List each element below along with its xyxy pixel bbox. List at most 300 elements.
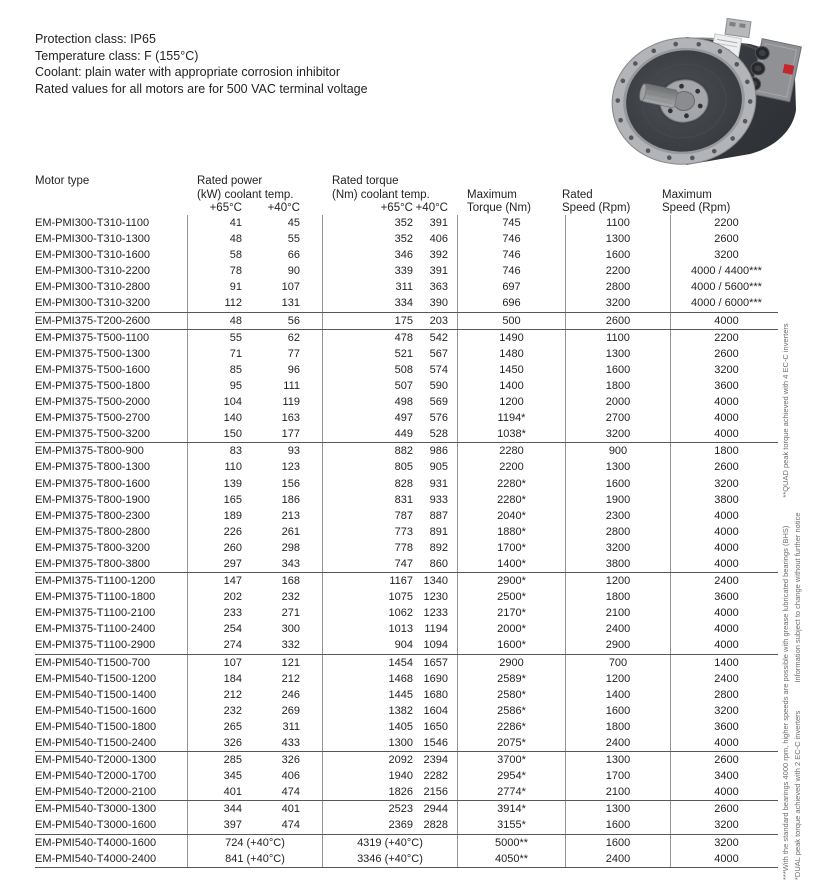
table-row — [35, 621, 778, 637]
cell-motor-type: EM-PMI540-T2000-2100 — [35, 786, 157, 799]
motor-top-fittings — [725, 18, 751, 37]
col-header-power-65: +65°C — [209, 202, 242, 214]
table-row — [35, 556, 778, 572]
cell-max-torque: 2580* — [457, 687, 565, 703]
cell-power-65: 189 — [187, 508, 252, 524]
cell-motor-type: EM-PMI540-T1500-2400 — [35, 737, 157, 749]
cell-max-torque: 3155* — [457, 817, 565, 833]
table-row — [35, 231, 778, 247]
cell-max-torque: 746 — [457, 247, 565, 263]
cell-power-40: 298 — [281, 541, 300, 554]
cell-power-merged: 841 (+40°C) — [187, 851, 322, 867]
cell-motor-type: EM-PMI375-T500-1800 — [35, 379, 150, 392]
cell-power-40: 343 — [281, 557, 300, 570]
cell-max-torque: 2040* — [457, 508, 565, 524]
cell-rated-speed: 2600 — [565, 313, 670, 329]
table-row — [35, 508, 778, 524]
cell-rated-speed: 1100 — [565, 215, 670, 231]
cell-max-speed: 4000 — [670, 735, 778, 751]
cell-power-40: 93 — [287, 445, 300, 458]
cell-torque-40: 391 — [429, 217, 448, 229]
cell-max-torque: 746 — [457, 231, 565, 247]
table-row — [35, 346, 778, 362]
cell-motor-type: EM-PMI375-T800-2800 — [35, 525, 150, 538]
cell-max-speed: 2400 — [670, 671, 778, 687]
cell-torque-65: 352 — [322, 231, 418, 247]
cell-max-speed: 2600 — [670, 459, 778, 475]
cell-torque-65: 1013 — [322, 621, 418, 637]
cell-torque-65: 521 — [322, 346, 418, 362]
cell-motor-type: EM-PMI540-T2000-1700 — [35, 770, 157, 783]
table-row — [35, 637, 778, 653]
cell-torque-65: 497 — [322, 410, 418, 426]
cell-power-65: 78 — [187, 263, 252, 279]
cell-rated-speed: 2400 — [565, 851, 670, 867]
col-header-max-torque-2: Torque (Nm) — [467, 202, 531, 214]
cell-max-torque: 2000* — [457, 621, 565, 637]
table-row — [35, 459, 778, 475]
cell-max-speed: 2600 — [670, 752, 778, 768]
cell-motor-type: EM-PMI375-T800-1900 — [35, 493, 150, 506]
cell-motor-type: EM-PMI540-T1500-1800 — [35, 720, 157, 733]
cell-max-speed: 4000 — [670, 540, 778, 556]
cell-max-torque: 1600* — [457, 637, 565, 653]
cell-torque-40: 576 — [429, 412, 448, 425]
cell-torque-40: 590 — [429, 379, 448, 392]
col-header-torque-sub: (Nm) coolant temp. — [332, 188, 430, 201]
cell-power-65: 139 — [187, 476, 252, 492]
cell-motor-type: EM-PMI375-T800-1600 — [35, 477, 150, 490]
cell-max-speed: 3200 — [670, 703, 778, 719]
cell-max-torque: 1880* — [457, 524, 565, 540]
cell-max-torque: 1200 — [457, 394, 565, 410]
table-row — [35, 719, 778, 735]
cell-motor-type: EM-PMI375-T800-3800 — [35, 557, 150, 570]
cell-power-65: 184 — [187, 671, 252, 687]
cell-torque-65: 2369 — [322, 817, 418, 833]
cell-power-65: 91 — [187, 279, 252, 295]
cell-power-65: 48 — [187, 313, 252, 329]
cell-rated-speed: 1200 — [565, 671, 670, 687]
cell-torque-40: 892 — [429, 541, 448, 554]
table-row — [35, 426, 778, 442]
table-row — [35, 573, 778, 589]
table-row — [35, 801, 778, 817]
cell-torque-40: 363 — [429, 281, 448, 294]
cell-max-torque: 1700* — [457, 540, 565, 556]
cell-max-torque: 746 — [457, 263, 565, 279]
col-header-max-torque-1: Maximum — [467, 188, 517, 201]
cell-rated-speed: 1300 — [565, 231, 670, 247]
cell-motor-type: EM-PMI540-T1500-1600 — [35, 704, 157, 717]
col-header-power-40: +40°C — [267, 202, 300, 214]
cell-torque-40: 905 — [429, 461, 448, 474]
cell-max-torque: 2200 — [457, 459, 565, 475]
cell-power-65: 285 — [187, 752, 252, 768]
cell-max-speed: 4000 / 6000*** — [670, 295, 778, 311]
cell-power-65: 147 — [187, 573, 252, 589]
cell-max-torque: 1400* — [457, 556, 565, 572]
cell-torque-40: 1233 — [423, 607, 448, 620]
footnote-bearings: ***With the standard bearings 4000 rpm, higher speeds are possible with grease lubricated bearings (BHS) — [781, 525, 790, 880]
cell-motor-type: EM-PMI375-T500-1100 — [35, 331, 150, 344]
cell-torque-40: 406 — [429, 233, 448, 246]
cell-rated-speed: 1300 — [565, 752, 670, 768]
col-header-rated-torque: Rated torque — [332, 175, 399, 187]
cell-max-speed: 3200 — [670, 817, 778, 833]
table-row — [35, 524, 778, 540]
cell-motor-type: EM-PMI375-T800-2300 — [35, 509, 150, 522]
cell-max-torque: 2286* — [457, 719, 565, 735]
cell-torque-merged: 3346 (+40°C) — [322, 851, 457, 867]
footnote-quad: **QUAD peak torque achieved with 4 EC-C inverters — [781, 323, 790, 498]
cell-motor-type: EM-PMI540-T4000-1600 — [35, 836, 157, 849]
cell-rated-speed: 1600 — [565, 362, 670, 378]
cell-max-torque: 2900* — [457, 573, 565, 589]
cell-max-speed: 4000 — [670, 605, 778, 621]
cell-power-65: 326 — [187, 735, 252, 751]
cell-torque-40: 1690 — [423, 672, 448, 685]
cell-power-65: 107 — [187, 655, 252, 671]
cell-max-speed: 3200 — [670, 835, 778, 851]
cell-torque-65: 311 — [322, 279, 418, 295]
cell-torque-40: 1650 — [423, 720, 448, 733]
cell-max-speed: 2200 — [670, 330, 778, 346]
cell-motor-type: EM-PMI300-T310-2200 — [35, 265, 150, 278]
cell-max-speed: 4000 — [670, 410, 778, 426]
cell-power-40: 401 — [281, 803, 300, 816]
table-row — [35, 313, 778, 329]
cell-power-40: 261 — [281, 525, 300, 538]
cell-max-speed: 1400 — [670, 655, 778, 671]
cell-torque-40: 392 — [429, 249, 448, 262]
col-header-max-speed-1: Maximum — [662, 188, 712, 201]
cell-max-torque: 2900 — [457, 655, 565, 671]
cell-torque-40: 933 — [429, 493, 448, 506]
cell-rated-speed: 700 — [565, 655, 670, 671]
cell-power-40: 177 — [281, 428, 300, 441]
spec-line-rated-values: Rated values for all motors are for 500 VAC terminal voltage — [35, 81, 368, 96]
motor-group — [35, 329, 778, 443]
cell-max-torque: 2280* — [457, 492, 565, 508]
motor-group — [35, 442, 778, 572]
cell-power-65: 58 — [187, 247, 252, 263]
cell-power-65: 112 — [187, 295, 252, 311]
table-row — [35, 768, 778, 784]
cell-rated-speed: 1300 — [565, 801, 670, 817]
cell-torque-40: 1094 — [423, 639, 448, 652]
cell-power-65: 265 — [187, 719, 252, 735]
motor-group — [35, 215, 778, 312]
cell-power-40: 246 — [281, 688, 300, 701]
cell-motor-type: EM-PMI540-T1500-700 — [35, 656, 150, 669]
cell-max-torque: 2280* — [457, 476, 565, 492]
cell-rated-speed: 1700 — [565, 768, 670, 784]
cell-power-40: 66 — [287, 249, 300, 262]
cell-max-speed: 2800 — [670, 687, 778, 703]
cell-motor-type: EM-PMI375-T500-2000 — [35, 396, 150, 409]
table-row — [35, 835, 778, 851]
cell-power-40: 433 — [281, 737, 300, 749]
cell-power-40: 232 — [281, 591, 300, 604]
cell-motor-type: EM-PMI375-T500-1600 — [35, 363, 150, 376]
cell-torque-65: 1062 — [322, 605, 418, 621]
cell-torque-40: 986 — [429, 445, 448, 458]
cell-torque-40: 860 — [429, 557, 448, 570]
cell-rated-speed: 1900 — [565, 492, 670, 508]
cell-max-torque: 500 — [457, 313, 565, 329]
cell-max-speed: 3200 — [670, 247, 778, 263]
cell-torque-40: 2394 — [423, 754, 448, 767]
cell-power-65: 297 — [187, 556, 252, 572]
cell-rated-speed: 1600 — [565, 817, 670, 833]
cell-max-torque: 697 — [457, 279, 565, 295]
cell-motor-type: EM-PMI300-T310-1100 — [35, 217, 150, 229]
cell-rated-speed: 3200 — [565, 426, 670, 442]
cell-power-40: 119 — [282, 396, 300, 409]
table-row — [35, 394, 778, 410]
cell-power-65: 254 — [187, 621, 252, 637]
motor-group — [35, 751, 778, 800]
cell-max-torque: 2586* — [457, 703, 565, 719]
cell-power-40: 271 — [281, 607, 300, 620]
cell-power-65: 202 — [187, 589, 252, 605]
cell-power-65: 150 — [187, 426, 252, 442]
col-header-torque-40: +40°C — [415, 202, 448, 214]
cell-max-speed: 4000 / 5600*** — [670, 279, 778, 295]
table-row — [35, 784, 778, 800]
cell-torque-65: 498 — [322, 394, 418, 410]
cell-max-speed: 2600 — [670, 801, 778, 817]
cell-power-40: 156 — [281, 477, 300, 490]
cell-torque-40: 1230 — [423, 591, 448, 604]
cell-motor-type: EM-PMI300-T310-1600 — [35, 249, 150, 262]
cell-motor-type: EM-PMI300-T310-3200 — [35, 297, 150, 310]
cell-max-speed: 4000 — [670, 313, 778, 329]
cell-rated-speed: 900 — [565, 443, 670, 459]
cell-max-speed: 3800 — [670, 492, 778, 508]
cell-max-torque: 745 — [457, 215, 565, 231]
cell-power-40: 311 — [282, 720, 300, 733]
cell-rated-speed: 3800 — [565, 556, 670, 572]
cell-power-40: 326 — [281, 754, 300, 767]
cell-max-torque: 1038* — [457, 426, 565, 442]
cell-max-torque: 2280 — [457, 443, 565, 459]
cell-power-65: 85 — [187, 362, 252, 378]
cell-torque-merged: 4319 (+40°C) — [322, 835, 457, 851]
table-row — [35, 671, 778, 687]
cell-rated-speed: 1800 — [565, 719, 670, 735]
cell-max-speed: 2600 — [670, 346, 778, 362]
cell-power-65: 226 — [187, 524, 252, 540]
cell-max-speed: 4000 — [670, 508, 778, 524]
cell-max-torque: 2075* — [457, 735, 565, 751]
table-body — [35, 215, 778, 868]
cell-power-40: 300 — [281, 623, 300, 636]
footnote-disclaimer: Information subject to change without further notice — [793, 512, 802, 683]
cell-motor-type: EM-PMI375-T1100-2900 — [35, 639, 156, 652]
cell-torque-40: 2156 — [423, 786, 448, 799]
cell-torque-65: 1382 — [322, 703, 418, 719]
cell-torque-40: 2828 — [423, 819, 448, 832]
cell-torque-65: 352 — [322, 215, 418, 231]
cell-motor-type: EM-PMI375-T500-2700 — [35, 412, 150, 425]
table-row — [35, 362, 778, 378]
cell-power-65: 55 — [187, 330, 252, 346]
cell-max-speed: 4000 — [670, 851, 778, 867]
cell-rated-speed: 1100 — [565, 330, 670, 346]
cell-max-torque: 2170* — [457, 605, 565, 621]
cell-max-speed: 2600 — [670, 231, 778, 247]
cell-max-torque: 4050** — [457, 851, 565, 867]
cell-motor-type: EM-PMI300-T310-1300 — [35, 233, 150, 246]
cell-torque-40: 574 — [429, 363, 448, 376]
cell-torque-40: 1604 — [423, 704, 448, 717]
cell-power-65: 212 — [187, 687, 252, 703]
cell-motor-type: EM-PMI540-T4000-2400 — [35, 852, 157, 865]
cell-torque-40: 2944 — [423, 803, 448, 816]
cell-motor-type: EM-PMI375-T1100-1800 — [35, 591, 156, 604]
cell-max-speed: 4000 — [670, 524, 778, 540]
cell-rated-speed: 1400 — [565, 687, 670, 703]
cell-max-speed: 4000 — [670, 394, 778, 410]
table-row — [35, 687, 778, 703]
cell-torque-65: 339 — [322, 263, 418, 279]
cell-power-65: 397 — [187, 817, 252, 833]
motor-group — [35, 800, 778, 833]
cell-torque-65: 904 — [322, 637, 418, 653]
col-header-rated-power: Rated power — [197, 175, 263, 187]
cell-motor-type: EM-PMI540-T1500-1400 — [35, 688, 157, 701]
cell-torque-40: 1657 — [423, 656, 448, 669]
cell-max-torque: 1490 — [457, 330, 565, 346]
cell-max-speed: 3600 — [670, 378, 778, 394]
cell-power-65: 165 — [187, 492, 252, 508]
cell-torque-65: 805 — [322, 459, 418, 475]
motor-group — [35, 312, 778, 329]
table-row — [35, 851, 778, 867]
cell-torque-65: 1454 — [322, 655, 418, 671]
cell-power-65: 344 — [187, 801, 252, 817]
cell-power-40: 45 — [287, 217, 300, 229]
col-header-power-sub: (kW) coolant temp. — [197, 188, 294, 201]
cell-rated-speed: 1800 — [565, 589, 670, 605]
cell-rated-speed: 2900 — [565, 637, 670, 653]
table-row — [35, 378, 778, 394]
cell-max-speed: 2400 — [670, 573, 778, 589]
cell-rated-speed: 3200 — [565, 540, 670, 556]
cell-power-40: 163 — [281, 412, 300, 425]
col-header-motor-type: Motor type — [35, 175, 90, 187]
cell-max-speed: 3600 — [670, 719, 778, 735]
footnote-line-2 — [792, 270, 804, 880]
cell-power-65: 274 — [187, 637, 252, 653]
cell-rated-speed: 2300 — [565, 508, 670, 524]
cell-power-40: 332 — [281, 639, 300, 652]
table-row — [35, 247, 778, 263]
cell-motor-type: EM-PMI375-T800-1300 — [35, 461, 150, 474]
table-row — [35, 703, 778, 719]
cell-power-40: 406 — [281, 770, 300, 783]
cell-power-65: 41 — [187, 215, 252, 231]
cell-rated-speed: 1200 — [565, 573, 670, 589]
cell-power-merged: 724 (+40°C) — [187, 835, 322, 851]
cell-torque-40: 569 — [429, 396, 448, 409]
cell-torque-65: 449 — [322, 426, 418, 442]
spec-summary — [35, 31, 368, 97]
cell-torque-65: 1826 — [322, 784, 418, 800]
cell-rated-speed: 1300 — [565, 459, 670, 475]
table-row — [35, 295, 778, 311]
cell-max-torque: 2954* — [457, 768, 565, 784]
spec-line-coolant: Coolant: plain water with appropriate corrosion inhibitor — [35, 65, 341, 79]
cell-torque-65: 478 — [322, 330, 418, 346]
cell-rated-speed: 1600 — [565, 835, 670, 851]
cell-motor-type: EM-PMI375-T500-1300 — [35, 347, 150, 360]
cell-max-torque: 3700* — [457, 752, 565, 768]
cell-rated-speed: 1600 — [565, 703, 670, 719]
cell-rated-speed: 1600 — [565, 247, 670, 263]
cell-max-torque: 1450 — [457, 362, 565, 378]
cell-power-65: 110 — [187, 459, 252, 475]
cell-power-40: 56 — [287, 314, 300, 327]
cell-torque-65: 2523 — [322, 801, 418, 817]
cell-motor-type: EM-PMI375-T1100-2400 — [35, 623, 156, 636]
cell-power-40: 123 — [281, 461, 300, 474]
cell-rated-speed: 2700 — [565, 410, 670, 426]
cell-torque-40: 1546 — [423, 737, 448, 749]
cell-torque-65: 1075 — [322, 589, 418, 605]
cell-rated-speed: 2400 — [565, 621, 670, 637]
cell-power-65: 104 — [187, 394, 252, 410]
cell-power-40: 111 — [283, 379, 300, 392]
cell-torque-40: 203 — [429, 314, 448, 327]
cell-max-speed: 4000 — [670, 784, 778, 800]
cell-power-40: 474 — [281, 819, 300, 832]
table-row — [35, 279, 778, 295]
cell-power-65: 345 — [187, 768, 252, 784]
cell-torque-65: 747 — [322, 556, 418, 572]
cell-torque-65: 831 — [322, 492, 418, 508]
cell-max-torque: 696 — [457, 295, 565, 311]
cell-power-40: 213 — [281, 509, 300, 522]
cell-motor-type: EM-PMI540-T3000-1300 — [35, 803, 157, 816]
cell-torque-40: 567 — [429, 347, 448, 360]
cell-motor-type: EM-PMI375-T800-900 — [35, 445, 144, 458]
cell-max-speed: 4000 / 4400*** — [670, 263, 778, 279]
cell-torque-65: 334 — [322, 295, 418, 311]
cell-power-65: 95 — [187, 378, 252, 394]
table-row — [35, 476, 778, 492]
cell-max-torque: 5000** — [457, 835, 565, 851]
motor-group — [35, 834, 778, 867]
col-header-rated-speed-1: Rated — [562, 188, 593, 201]
cell-power-40: 96 — [287, 363, 300, 376]
cell-power-65: 140 — [187, 410, 252, 426]
cell-max-torque: 3914* — [457, 801, 565, 817]
col-header-max-speed-2: Speed (Rpm) — [662, 202, 731, 214]
cell-torque-65: 778 — [322, 540, 418, 556]
cell-torque-65: 882 — [322, 443, 418, 459]
cell-rated-speed: 2800 — [565, 524, 670, 540]
cell-motor-type: EM-PMI540-T3000-1600 — [35, 819, 157, 832]
cell-torque-65: 508 — [322, 362, 418, 378]
cell-torque-40: 391 — [429, 265, 448, 278]
cell-motor-type: EM-PMI375-T200-2600 — [35, 314, 150, 327]
col-header-rated-speed-2: Speed (Rpm) — [562, 202, 631, 214]
cell-power-65: 232 — [187, 703, 252, 719]
cell-max-speed: 3600 — [670, 589, 778, 605]
